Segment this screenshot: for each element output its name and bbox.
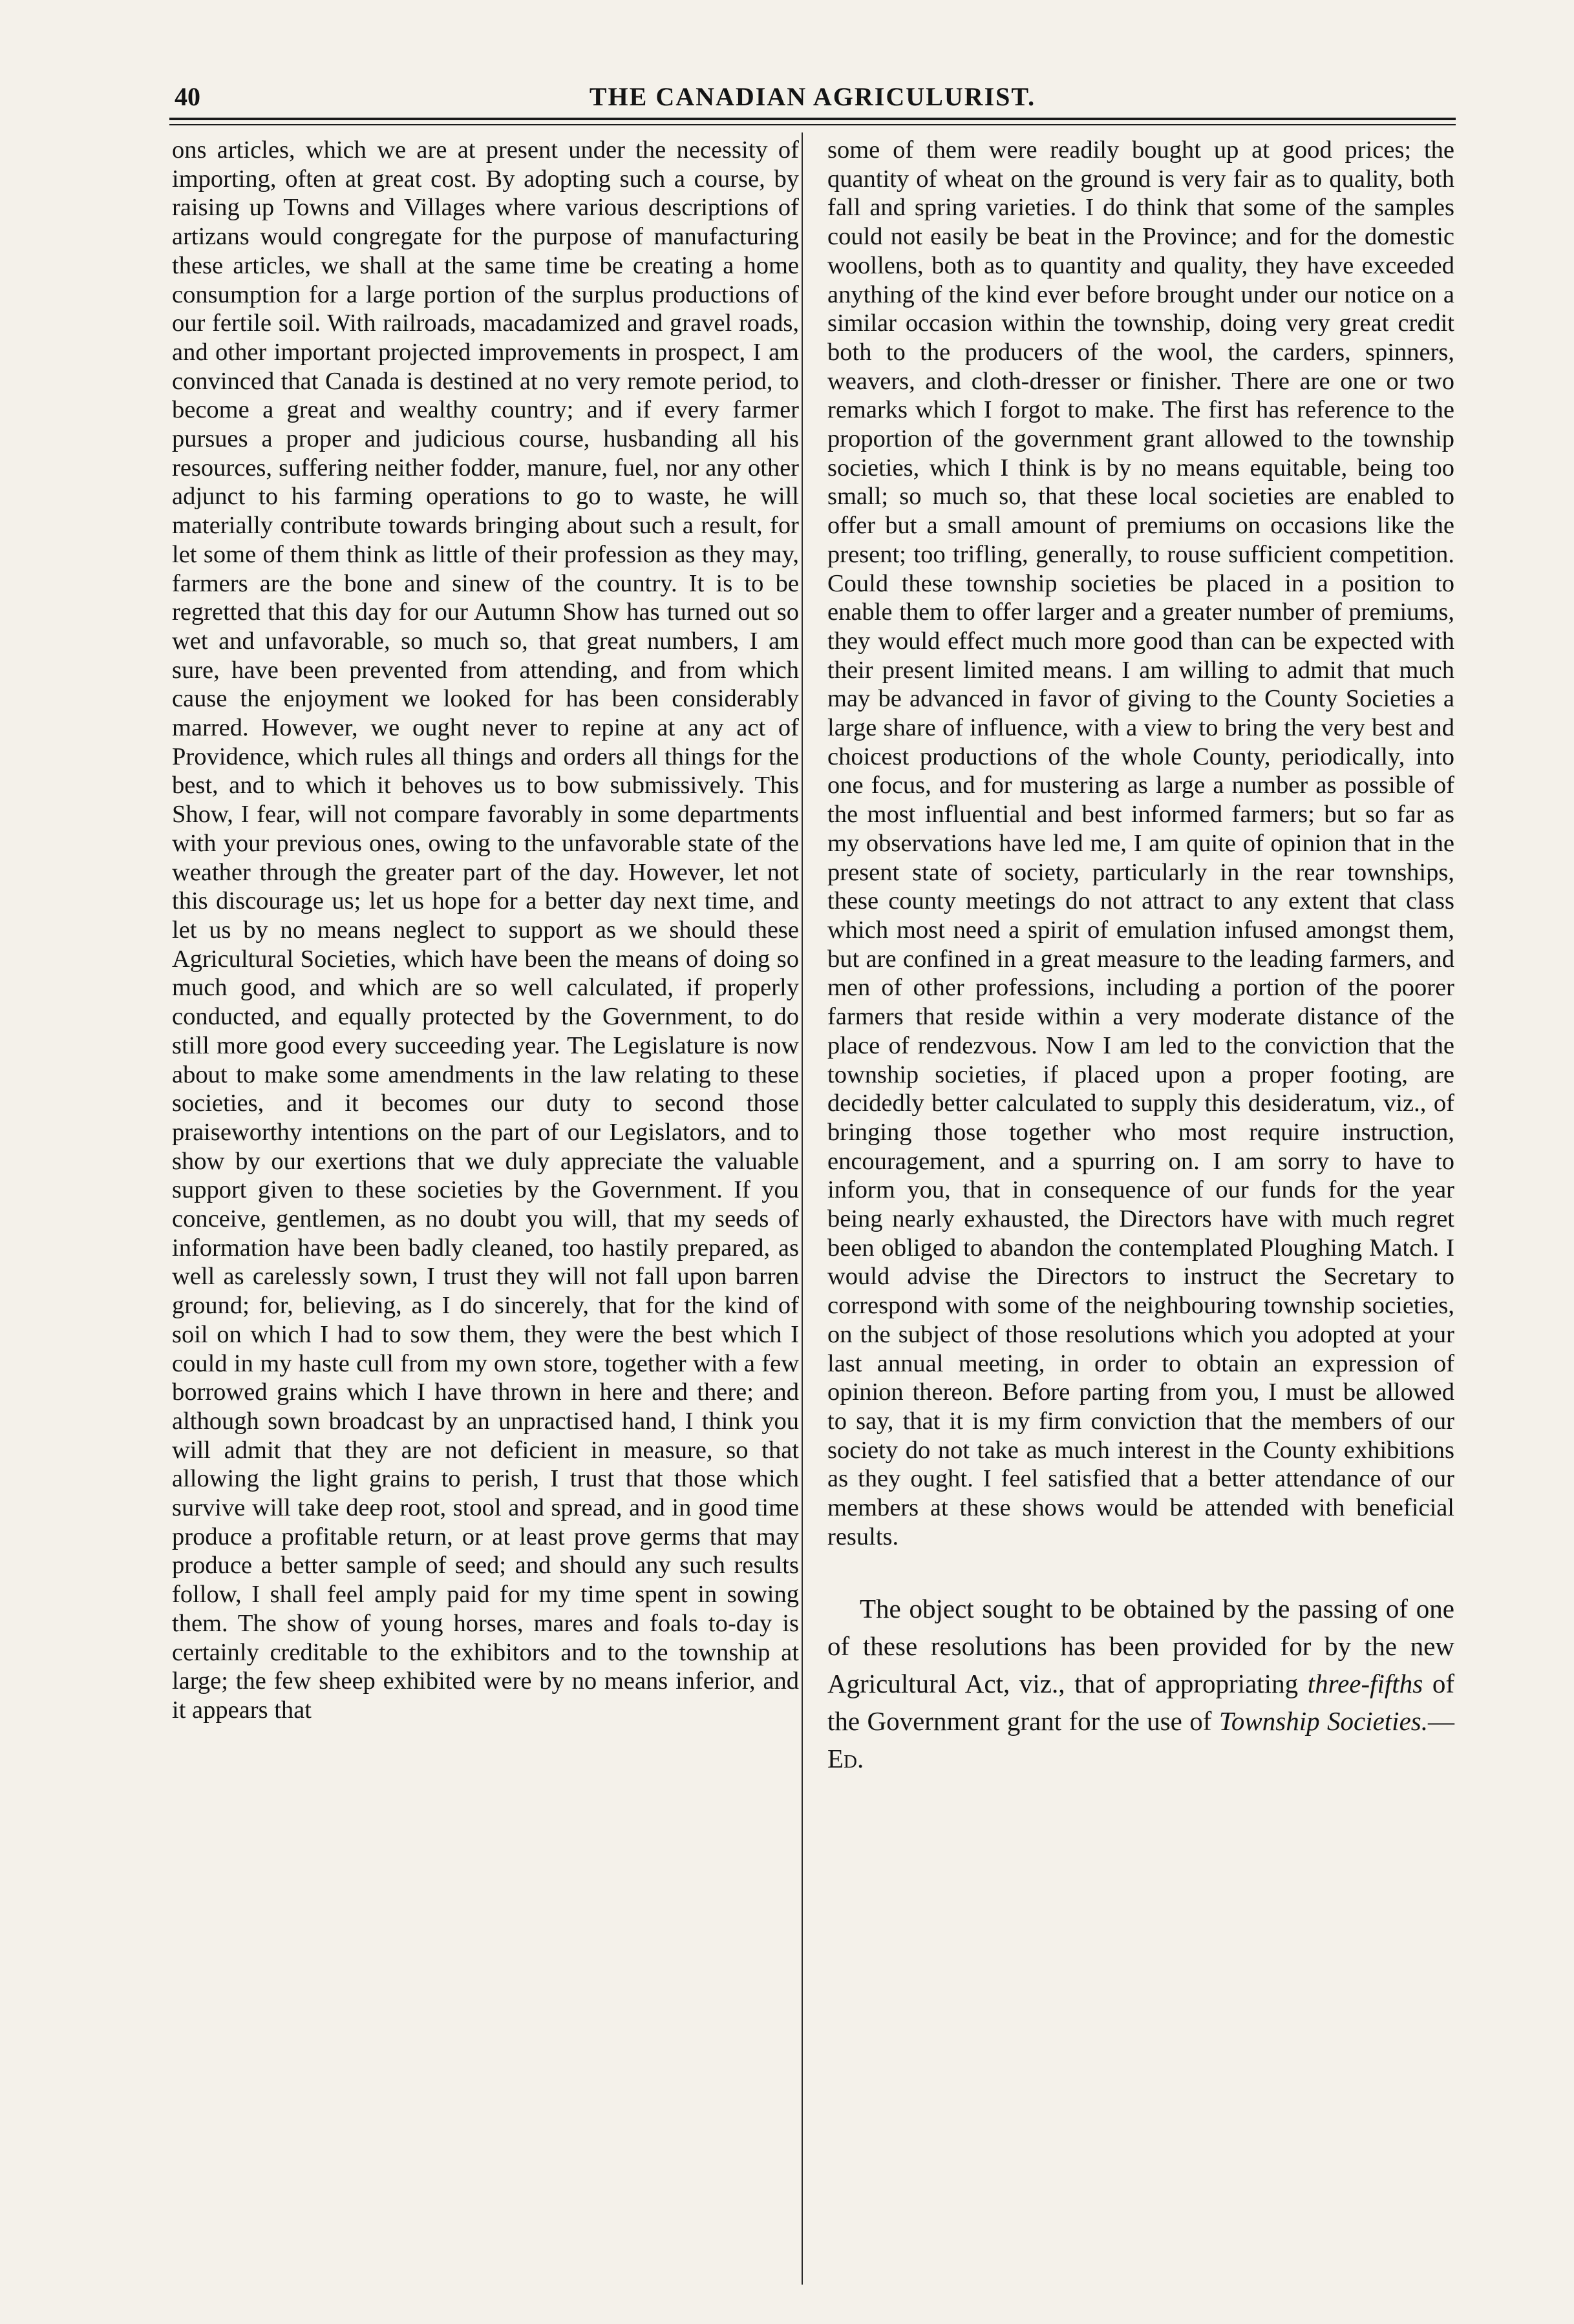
left-column — [172, 136, 799, 1725]
header-rule — [169, 118, 1456, 120]
editor-note-emphasis: three-fifths — [1307, 1669, 1423, 1699]
editor-signature: —Ed. — [827, 1706, 1454, 1774]
editor-note-text: The object sought to be obtained by the passing of one of these resolutions has been provided for by the new Agricultural Act, viz., that of appropriating — [827, 1594, 1454, 1699]
editor-note-text-2: of the Government grant for the use of — [827, 1669, 1454, 1737]
column-divider — [802, 132, 803, 2285]
left-column-text: ons articles, which we are at present under the necessity of importing, often at great cost. By adopting such a course, by raising up Towns and Villages where various descriptions of artizans would congregate for the purpose of manufacturing these articles, we shall at the same time be creating a home consumption for a large portion of the surplus productions of our fertile soil. With railroads, macadamized and gravel roads, and other important projected improvements in prospect, I am convinced that Canada is destined at no very remote period, to become a great and wealthy country; and if every farmer pursues a proper and judicious course, husbanding all his resources, suffering neither fodder, manure, fuel, nor any other adjunct to his farming operations to go to waste, he will materially contribute towards bringing about such a result, for let some of them think as little of their profession as they may, farmers are the bone and sinew of the country. It is to be regretted that this day for our Autumn Show has turned out so wet and unfavorable, so much so, that great numbers, I am sure, have been prevented from attending, and from which cause the enjoyment we looked for has been considerably marred. However, we ought never to repine at any act of Providence, which rules all things and orders all things for the best, and to which it behoves us to bow submissively. This Show, I fear, will not compare favorably in some departments with your previous ones, owing to the unfavorable state of the weather through the greater part of the day. However, let not this discourage us; let us hope for a better day next time, and let us by no means neglect to support as we should these Agricultural Societies, which have been the means of doing so much good, and which are so well calculated, if properly conducted, and equally protected by the Government, to do still more good every succeeding year. The Legislature is now about to make some amendments in the law relating to these societies, and it becomes our duty to second those praiseworthy intentions on the part of our Legislators, and to show by our exertions that we duly appreciate the valuable support given to these societies by the Government. If you conceive, gentlemen, as no doubt you will, that my seeds of information have been badly cleaned, too hastily prepared, as well as carelessly sown, I trust they will not fall upon barren ground; for, believing, as I do sincerely, that for the kind of soil on which I had to sow them, they were the best which I could in my haste cull from my own store, together with a few borrowed grains which I have thrown in here and there; and although sown broadcast by an unpractised hand, I think you will admit that they are not deficient in measure, so that allowing the light grains to perish, I trust that those which survive will take deep root, stool and spread, and in good time produce a profitable return, or at least prove germs that may produce a better sample of seed; and should any such results follow, I shall feel amply paid for my time spent in sowing them. The show of young horses, mares and foals to-day is certainly creditable to the exhibitors and to the township at large; the few sheep exhibited were by no means inferior, and it appears that — [172, 136, 799, 1724]
header-rule-thin — [169, 124, 1456, 125]
right-column — [827, 136, 1454, 1777]
page-number: 40 — [175, 82, 200, 111]
right-column-text: some of them were readily bought up at good prices; the quantity of wheat on the ground is very fair as to quality, both fall and spring varieties. I do think that some of the samples could not easily be beat in the Province; and for the domestic woollens, both as to quantity and quality, they have exceeded anything of the kind ever before brought under our notice on a similar occasion within the township, doing very great credit both to the producers of the wool, the carders, spinners, weavers, and cloth-dresser or finisher. There are one or two remarks which I forgot to make. The first has reference to the proportion of the government grant allowed to the township societies, which I think is by no means equitable, being too small; so much so, that these local societies are enabled to offer but a small amount of premiums on occasions like the present; too trifling, generally, to rouse sufficient competition. Could these township societies be placed in a position to enable them to offer larger and a greater number of premiums, they would effect much more good than can be expected with their present limited means. I am willing to admit that much may be advanced in favor of giving to the County Societies a large share of influence, with a view to bring the very best and choicest productions of the whole County, periodically, into one focus, and for mustering as large a number as possible of the most influential and best informed farmers; but so far as my observations have led me, I am quite of opinion that in the present state of society, particularly in the rear townships, these county meetings do not attract to any extent that class which most need a spirit of emulation infused amongst them, but are confined in a great measure to the leading farmers, and men of other professions, including a portion of the poorer farmers that reside within a very moderate distance of the place of rendezvous. Now I am led to the conviction that the township societies, if placed upon a proper footing, are decidedly better calculated to supply this desideratum, viz., of bringing those together who most require instruction, encouragement, and a spurring on. I am sorry to have to inform you, that in consequence of our funds for the year being nearly exhausted, the Directors have with much regret been obliged to abandon the contemplated Ploughing Match. I would advise the Directors to instruct the Secretary to correspond with some of the neighbouring township societies, on the subject of those resolutions which you adopted at your last annual meeting, in order to obtain an expression of opinion thereon. Before parting from you, I must be allowed to say, that it is my firm conviction that the members of our society do not take as much interest in the County exhibitions as they ought. I feel satisfied that a better attendance of our members at these shows would be attended with beneficial results. — [827, 136, 1454, 1550]
running-header — [169, 76, 1456, 115]
editor-note — [827, 1590, 1454, 1777]
journal-title: THE CANADIAN AGRICULURIST. — [589, 82, 1036, 111]
editor-note-emphasis-2: Township Societies. — [1218, 1706, 1428, 1737]
